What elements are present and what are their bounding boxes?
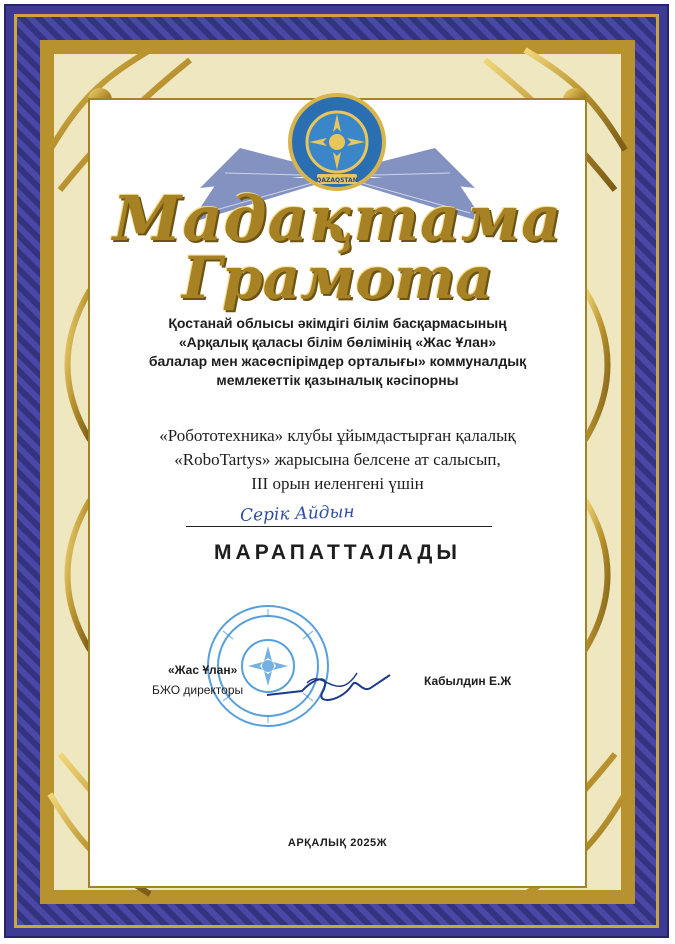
reason-line: III орын иеленгені үшін	[251, 474, 424, 493]
organization-line: Қостанай облысы әкімдігі білім басқармасының	[168, 315, 507, 331]
title-madaktama: Мадақтама	[112, 182, 563, 255]
award-text: МАРАПАТТАЛАДЫ	[214, 541, 461, 564]
reason-line: «Робототехника» клубы ұйымдастырған қалалық	[159, 426, 516, 445]
signature-org: «Жас Ұлан»	[168, 663, 238, 677]
footer-place-year: АРҚАЛЫҚ 2025Ж	[287, 837, 388, 849]
title-gramota: Грамота	[182, 244, 493, 312]
recipient-name-line	[186, 526, 492, 527]
signature-position: БЖО директоры	[152, 683, 244, 697]
organization-block	[110, 314, 565, 390]
organization-line: балалар мен жасөспірімдер орталығы» коммуналдық	[148, 353, 527, 369]
award-reason-block	[110, 424, 565, 496]
organization-line: мемлекеттік қазыналық кәсіпорны	[216, 372, 459, 388]
recipient-handwritten-name: Серік Айдын	[239, 502, 355, 526]
reason-line: «RoboTartys» жарысына белсене ат салысып,	[174, 450, 501, 469]
signature-name: Кабылдин Е.Ж	[424, 674, 512, 688]
organization-line: «Арқалық қаласы білім бөлімінің «Жас Ұлан»	[178, 334, 497, 350]
kazakhstan-state-emblem-icon	[287, 92, 387, 192]
emblem-inscription: QAZAQSTAN	[316, 177, 358, 184]
director-signature-icon	[262, 665, 392, 710]
